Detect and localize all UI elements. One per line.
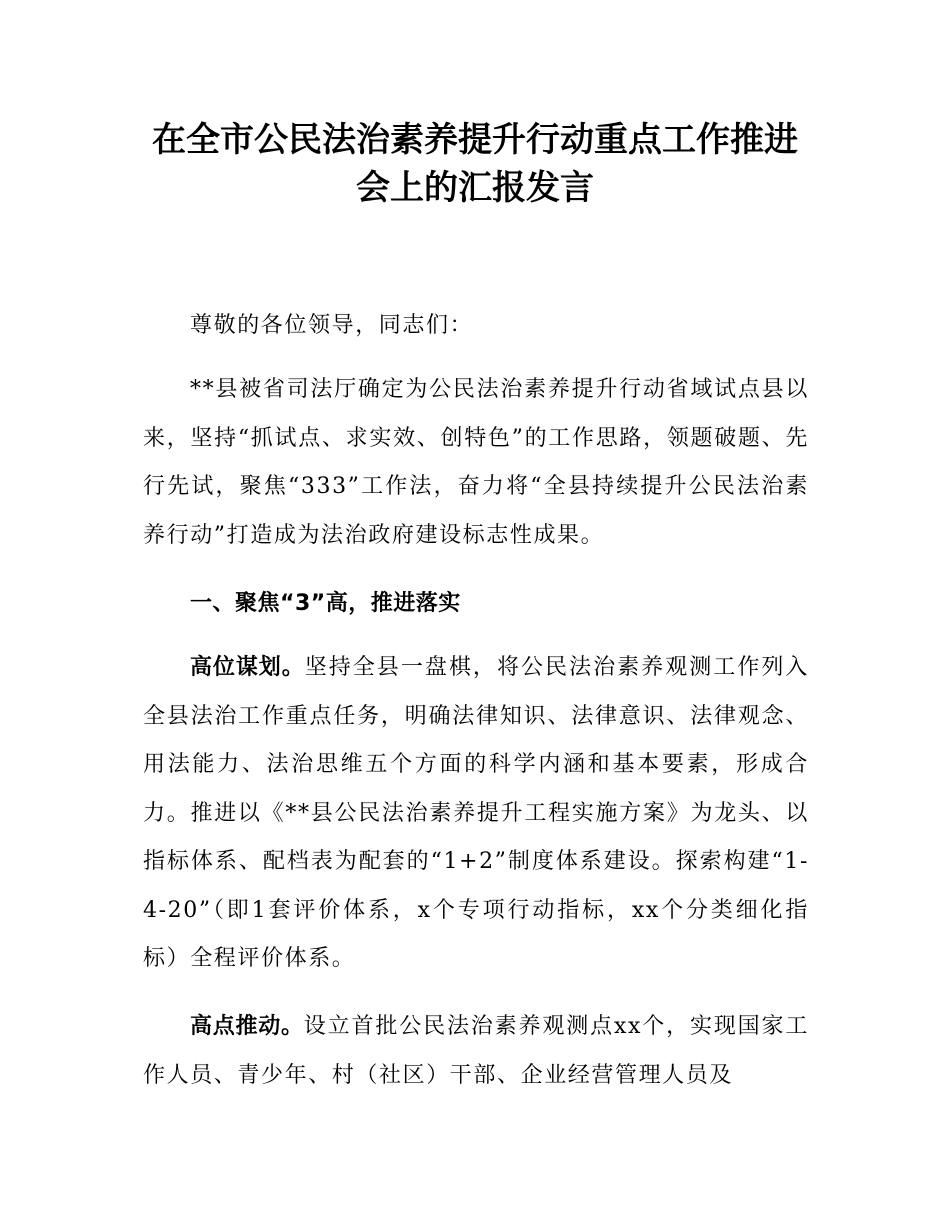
- document-title-line-1: 在全市公民法治素养提升行动重点工作推进: [152, 120, 798, 160]
- paragraph-lead-heading: 高位谋划。: [190, 655, 305, 680]
- section-heading: [143, 580, 809, 629]
- greeting-paragraph: [143, 302, 809, 351]
- paragraph-lead-heading: 高点推动。: [190, 1014, 304, 1039]
- intro-paragraph: [143, 366, 809, 560]
- intro-text: **县被省司法厅确定为公民法治素养提升行动省域试点县以来，坚持“抓试点、求实效、创特色”的工作思路，领题破题、先行先试，聚焦“333”工作法，奋力将“全县持续提升公民法治素养行动”打造成为法治政府建设标志性成果。: [143, 377, 809, 548]
- paragraph-gaodian: [143, 1003, 809, 1100]
- paragraph-gaowei: [143, 644, 809, 984]
- paragraph-body-text: 坚持全县一盘棋，将公民法治素养观测工作列入全县法治工作重点任务，明确法律知识、法律意识、法律观念、用法能力、法治思维五个方面的科学内涵和基本要素，形成合力。推进以《**县公民法治素养提升工程实施方案》为龙头、以指标体系、配档表为配套的“1+2”制度体系建设。探索构建“1-4-20”（即1套评价体系，x个专项行动指标，xx个分类细化指标）全程评价体系。: [143, 655, 809, 971]
- document-title-line-2: 会上的汇报发言: [356, 168, 594, 208]
- greeting-text: 尊敬的各位领导，同志们：: [190, 313, 474, 338]
- paragraph-gaowei-text: [143, 644, 809, 984]
- paragraph-body-text: 设立首批公民法治素养观测点xx个，实现国家工作人员、青少年、村（社区）干部、企业经营管理人员及: [143, 1014, 809, 1088]
- section-heading-text: 一、聚焦“3”高，推进落实: [190, 591, 461, 616]
- paragraph-gaodian-text: [143, 1003, 809, 1100]
